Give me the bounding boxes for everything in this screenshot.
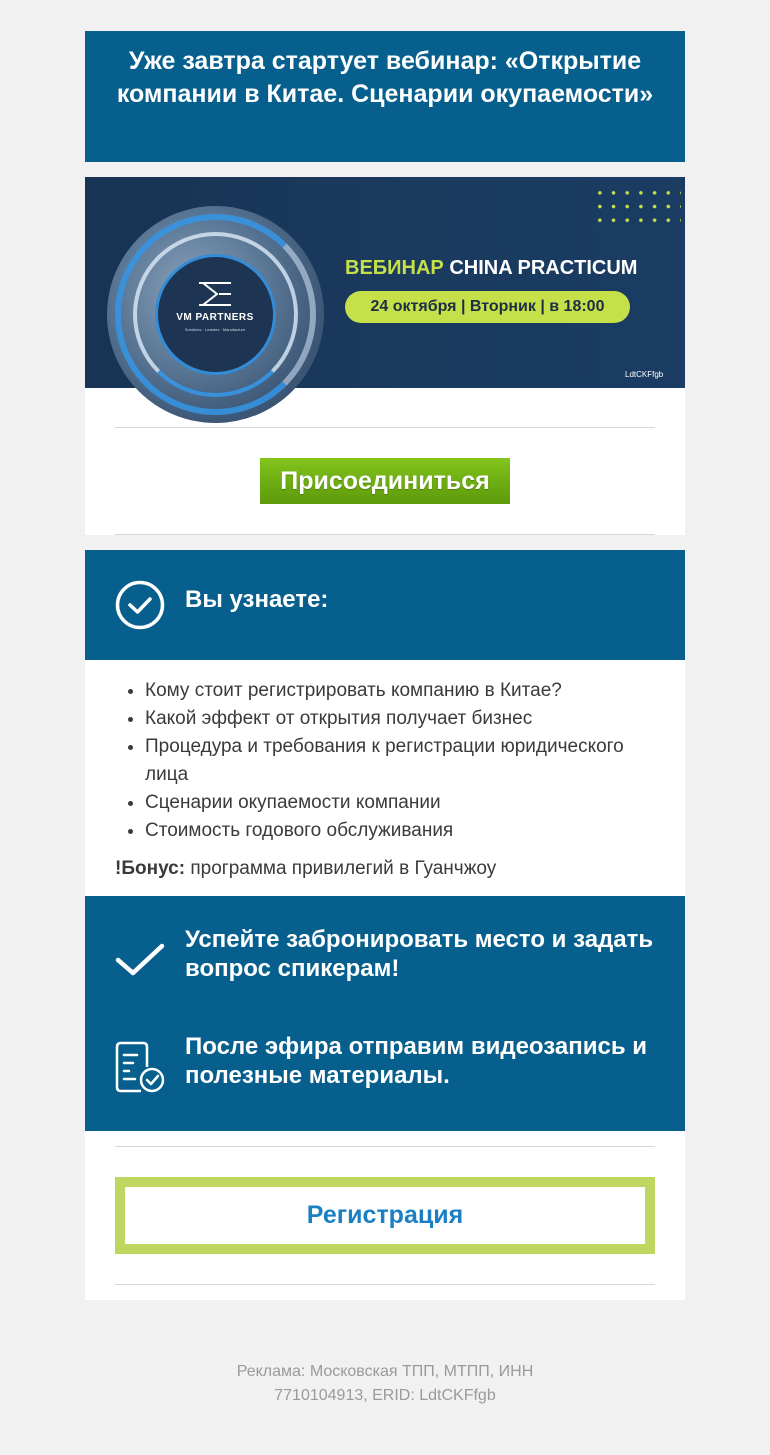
banner-code: LdtCKFfgb (625, 370, 664, 379)
list-item: • Какой эффект от открытия получает бизнес (145, 705, 655, 733)
spacer (85, 162, 685, 177)
list-item: • Сценарии окупаемости компании (145, 789, 655, 817)
bonus-label: !Бонус: (115, 858, 186, 879)
logo-text: VM PARTNERS (176, 312, 254, 323)
info-text-recording: После эфира отправим видеозапись и полезные материалы. (185, 1033, 647, 1089)
learn-title: Вы узнаете: (185, 586, 329, 613)
list-item: • Кому стоит регистрировать компанию в Китае? (145, 677, 655, 705)
join-button[interactable]: Присоединиться (260, 458, 510, 504)
list-item: • Стоимость годового обслуживания (145, 817, 655, 845)
bonus-line (115, 855, 655, 883)
city-circle-image (107, 206, 324, 423)
spacer (115, 1285, 655, 1300)
bonus-text: программа привилегий в Гуанчжоу (190, 858, 497, 879)
info-block (85, 896, 685, 1131)
banner-title (345, 257, 637, 280)
banner-date-pill: 24 октября | Вторник | в 18:00 (345, 291, 630, 323)
list-item: • Процедура и требования к регистрации юридического лица (145, 733, 655, 789)
register-wrap (115, 1147, 655, 1284)
email-container (85, 31, 685, 1300)
dots-pattern (593, 186, 681, 232)
spacer (85, 535, 685, 550)
spacer (85, 1131, 685, 1146)
checkmark-icon (115, 940, 165, 980)
footer-disclaimer: Реклама: Московская ТПП, МТПП, ИНН 7710104913, ERID: LdtCKFfgb (236, 1363, 534, 1404)
banner-title-rest: CHINA PRACTICUM (449, 257, 638, 279)
logo-subtext: Solutions · Leaders · Manufacture (184, 327, 246, 332)
webinar-banner-image[interactable] (85, 177, 685, 427)
topics-list-section (85, 660, 685, 896)
join-wrap (115, 428, 655, 534)
document-check-icon (115, 1041, 165, 1093)
info-text-book: Успейте забронировать место и задать вопрос спикерам! (185, 926, 654, 982)
header-banner (85, 31, 685, 162)
check-circle-icon (115, 580, 165, 630)
register-section (85, 1146, 685, 1300)
join-section (85, 427, 685, 535)
banner-title-accent: ВЕБИНАР (345, 257, 444, 279)
register-button[interactable]: Регистрация (115, 1177, 655, 1254)
learn-header (85, 550, 685, 660)
vm-partners-logo-icon (195, 279, 235, 309)
topics-list (115, 677, 655, 845)
header-title: Уже завтра стартует вебинар: «Открытие компании в Китае. Сценарии окупаемости» (116, 47, 654, 108)
